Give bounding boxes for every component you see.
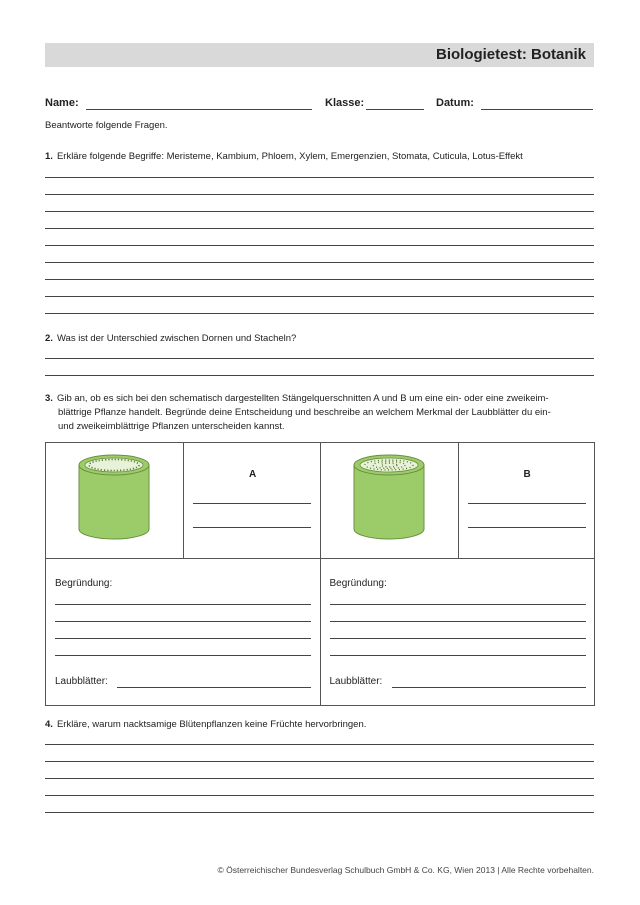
stem-a-image-cell — [46, 443, 184, 559]
stem-cross-section-b-icon — [321, 443, 458, 553]
answer-line[interactable] — [45, 296, 594, 297]
answer-line[interactable] — [45, 211, 594, 212]
answer-line[interactable] — [45, 358, 594, 359]
question-number: 3. — [45, 393, 53, 404]
question-text: Erkläre, warum nacktsamige Blütenpflanzen keine Früchte hervorbringen. — [56, 719, 367, 730]
laubblaetter-label: Laubblätter: — [55, 676, 108, 687]
header-bar — [45, 43, 594, 67]
question-2 — [45, 332, 296, 346]
begruendung-label: Begründung: — [55, 578, 113, 589]
answer-line[interactable] — [55, 604, 311, 605]
question-number: 2. — [45, 333, 53, 344]
answer-line[interactable] — [45, 778, 594, 779]
question-text-line-1: Gib an, ob es sich bei den schematisch dargestellten Stängelquerschnitten A und B um eine ein- oder eine zweikeim- — [56, 393, 549, 404]
answer-line[interactable] — [55, 621, 311, 622]
laubblaetter-label: Laubblätter: — [329, 676, 383, 687]
answer-line[interactable] — [330, 604, 586, 605]
stem-b-answer-cell — [458, 443, 595, 559]
answer-line[interactable] — [45, 194, 594, 195]
stem-a-answer-cell — [184, 443, 321, 559]
label-a: A — [249, 469, 257, 480]
page-title: Biologietest: Botanik — [435, 46, 586, 63]
answer-line[interactable] — [330, 655, 586, 656]
answer-line[interactable] — [45, 228, 594, 229]
answer-line[interactable] — [55, 638, 311, 639]
answer-line[interactable] — [45, 744, 594, 745]
klasse-label: Klasse: — [325, 97, 365, 109]
stem-b-image-cell — [320, 443, 458, 559]
copyright-footer: © Österreichischer Bundesverlag Schulbuch GmbH & Co. KG, Wien 2013 | Alle Rechte vorbehalten. — [217, 865, 594, 875]
question-1 — [45, 150, 523, 164]
answer-line[interactable] — [45, 279, 594, 280]
answer-line[interactable] — [330, 638, 586, 639]
laubblaetter-field[interactable] — [117, 687, 311, 688]
datum-field[interactable] — [481, 109, 593, 110]
answer-line[interactable] — [45, 177, 594, 178]
instruction-text: Beantworte folgende Fragen. — [45, 120, 168, 131]
question-number: 1. — [45, 151, 53, 162]
question-text-line-2: blättrige Pflanze handelt. Begründe deine Entscheidung und beschreibe an welchem Merkmal der Laubblätter du ein- — [58, 407, 551, 418]
question-text-line-3: und zweikeimblättrige Pflanzen unterscheiden kannst. — [58, 421, 285, 432]
stem-a-justification-cell — [46, 559, 321, 706]
answer-line[interactable] — [193, 527, 311, 528]
label-b: B — [523, 469, 531, 480]
stem-b-justification-cell — [320, 559, 595, 706]
question-3 — [45, 392, 551, 434]
answer-line[interactable] — [330, 621, 586, 622]
question-text: Was ist der Unterschied zwischen Dornen und Stacheln? — [56, 333, 297, 344]
name-field[interactable] — [86, 109, 312, 110]
name-label: Name: — [45, 97, 79, 109]
answer-line[interactable] — [468, 503, 586, 504]
answer-line[interactable] — [45, 313, 594, 314]
answer-line[interactable] — [45, 795, 594, 796]
question-4 — [45, 718, 366, 732]
question-number: 4. — [45, 719, 53, 730]
answer-line[interactable] — [55, 655, 311, 656]
answer-line[interactable] — [45, 812, 594, 813]
datum-label: Datum: — [436, 97, 474, 109]
answer-line[interactable] — [45, 262, 594, 263]
answer-line[interactable] — [45, 375, 594, 376]
stem-cross-section-table — [45, 442, 595, 706]
laubblaetter-field[interactable] — [392, 687, 586, 688]
stem-cross-section-a-icon — [46, 443, 183, 553]
answer-line[interactable] — [468, 527, 586, 528]
answer-line[interactable] — [193, 503, 311, 504]
klasse-field[interactable] — [366, 109, 424, 110]
begruendung-label: Begründung: — [329, 578, 387, 589]
answer-line[interactable] — [45, 761, 594, 762]
answer-line[interactable] — [45, 245, 594, 246]
question-text: Erkläre folgende Begriffe: Meristeme, Kambium, Phloem, Xylem, Emergenzien, Stomata, Cuticula, Lotus-Effekt — [56, 151, 523, 162]
